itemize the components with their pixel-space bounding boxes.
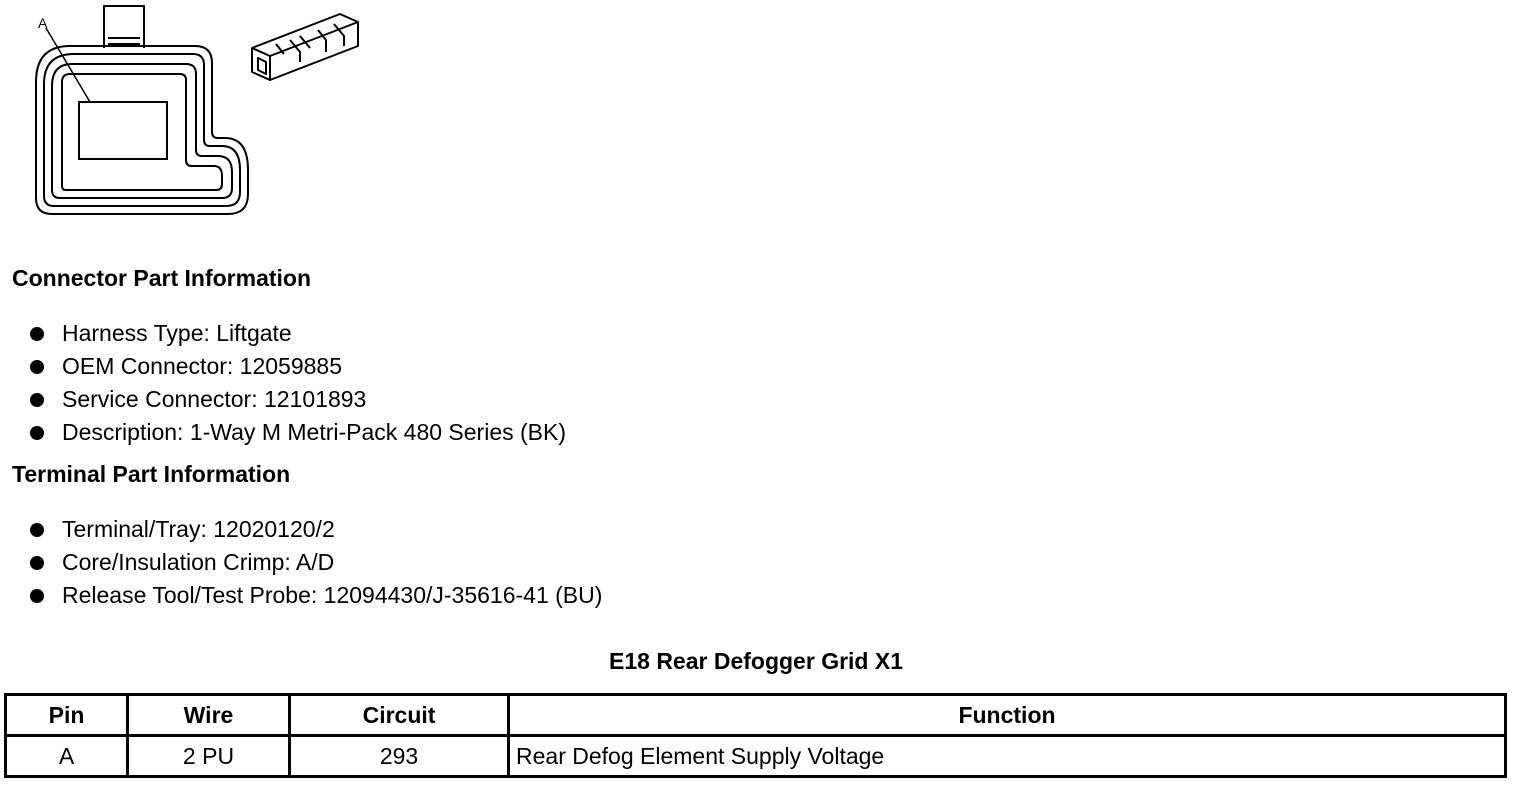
connector-part-list [30,317,566,449]
list-item [30,513,602,546]
bullet-icon [30,426,44,440]
list-item [30,579,602,612]
table-row [6,736,1506,777]
list-item [30,546,602,579]
bullet-icon [30,556,44,570]
table-header-row [6,695,1506,736]
column-header-circuit: Circuit [290,695,509,736]
list-item-text: Harness Type: Liftgate [62,320,292,346]
bullet-icon [30,523,44,537]
terminal-part-list [30,513,602,612]
bullet-icon [30,589,44,603]
list-item-text: Service Connector: 12101893 [62,386,367,412]
list-item-text: Terminal/Tray: 12020120/2 [62,516,335,542]
column-header-wire: Wire [128,695,290,736]
list-item-text: OEM Connector: 12059885 [62,353,343,379]
column-header-pin: Pin [6,695,128,736]
connector-diagram [0,0,380,230]
bullet-icon [30,327,44,341]
connector-isometric-icon [252,14,358,80]
list-item-text: Core/Insulation Crimp: A/D [62,549,335,575]
column-header-function: Function [509,695,1506,736]
list-item [30,383,566,416]
list-item [30,350,566,383]
pin-a-label: A [38,15,48,31]
connector-tab [104,6,144,48]
list-item [30,317,566,350]
list-item-text: Description: 1-Way M Metri-Pack 480 Series (BK) [62,419,567,445]
connector-part-heading: Connector Part Information [12,265,312,291]
terminal-cavity [79,102,167,159]
connector-body-outline [36,46,248,214]
list-item-text: Release Tool/Test Probe: 12094430/J-35616-41 (BU) [62,582,603,608]
pin-table [4,693,1507,778]
cell-function: Rear Defog Element Supply Voltage [509,736,1506,777]
pin-table-title: E18 Rear Defogger Grid X1 [609,648,903,674]
cell-pin: A [6,736,128,777]
cell-circuit: 293 [290,736,509,777]
bullet-icon [30,393,44,407]
cell-wire: 2 PU [128,736,290,777]
terminal-part-heading: Terminal Part Information [12,461,291,487]
bullet-icon [30,360,44,374]
list-item [30,416,566,449]
